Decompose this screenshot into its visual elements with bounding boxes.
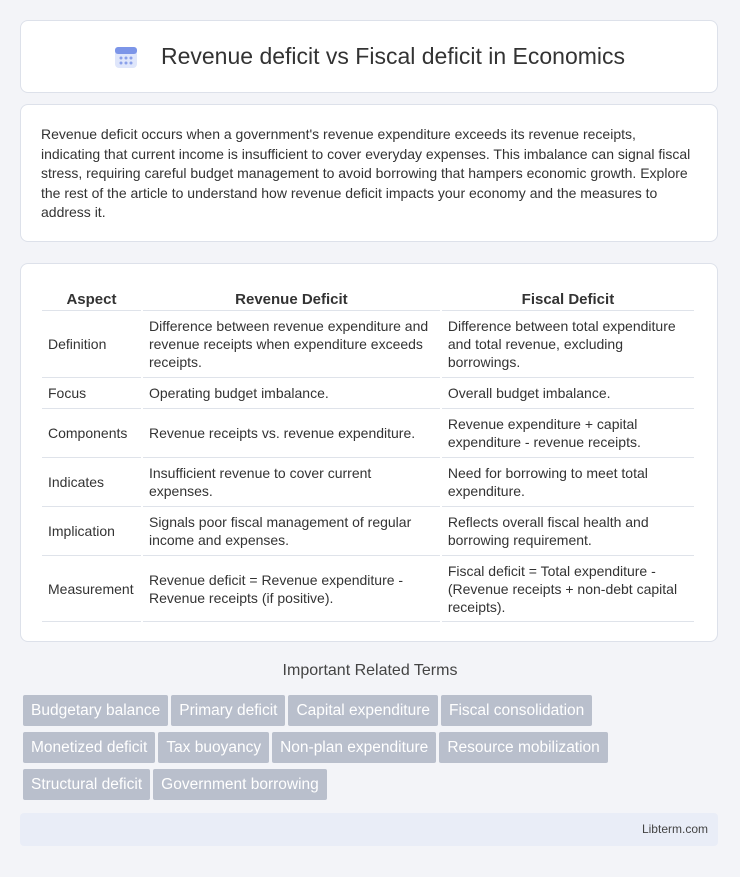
related-terms-title: Important Related Terms bbox=[282, 662, 458, 679]
comparison-card bbox=[20, 263, 718, 642]
header-revenue-deficit: Revenue Deficit bbox=[235, 291, 348, 308]
footer-brand[interactable]: Libterm.com bbox=[641, 822, 708, 836]
row-fiscal: Difference between total expenditure and total revenue, excluding borrowings. bbox=[442, 310, 694, 377]
row-revenue: Revenue receipts vs. revenue expenditure. bbox=[143, 408, 440, 457]
row-aspect: Implication bbox=[42, 506, 141, 555]
row-fiscal: Reflects overall fiscal health and borrowing requirement. bbox=[442, 506, 694, 555]
row-revenue: Insufficient revenue to cover current expenses. bbox=[143, 457, 440, 506]
related-term-tag[interactable]: Resource mobilization bbox=[439, 732, 608, 763]
related-term-tag[interactable]: Non-plan expenditure bbox=[272, 732, 436, 763]
related-term-tag[interactable]: Structural deficit bbox=[23, 769, 150, 800]
row-fiscal: Overall budget imbalance. bbox=[442, 377, 694, 408]
table-row bbox=[42, 408, 694, 457]
related-term-tag[interactable]: Budgetary balance bbox=[23, 695, 168, 726]
table-row bbox=[42, 506, 694, 555]
table-row bbox=[42, 310, 694, 377]
footer bbox=[20, 813, 718, 846]
related-term-tag[interactable]: Government borrowing bbox=[153, 769, 327, 800]
page-title: Revenue deficit vs Fiscal deficit in Economics bbox=[160, 43, 626, 69]
table-header-row bbox=[42, 284, 694, 310]
row-aspect: Measurement bbox=[42, 555, 141, 622]
row-aspect: Components bbox=[42, 408, 141, 457]
row-revenue: Operating budget imbalance. bbox=[143, 377, 440, 408]
row-revenue: Revenue deficit = Revenue expenditure - Revenue receipts (if positive). bbox=[143, 555, 440, 622]
intro-card bbox=[20, 104, 718, 242]
related-term-tag[interactable]: Monetized deficit bbox=[23, 732, 155, 763]
header-fiscal-deficit: Fiscal Deficit bbox=[521, 291, 615, 308]
calendar-icon bbox=[113, 44, 139, 70]
row-fiscal: Fiscal deficit = Total expenditure - (Revenue receipts + non-debt capital receipts). bbox=[442, 555, 694, 622]
header-aspect: Aspect bbox=[66, 291, 117, 308]
table-row bbox=[42, 457, 694, 506]
row-fiscal: Revenue expenditure + capital expenditure - revenue receipts. bbox=[442, 408, 694, 457]
row-aspect: Indicates bbox=[42, 457, 141, 506]
row-fiscal: Need for borrowing to meet total expenditure. bbox=[442, 457, 694, 506]
row-aspect: Definition bbox=[42, 310, 141, 377]
table-row bbox=[42, 377, 694, 408]
header-card bbox=[20, 20, 718, 93]
table-row bbox=[42, 555, 694, 622]
row-aspect: Focus bbox=[42, 377, 141, 408]
related-term-tag[interactable]: Capital expenditure bbox=[288, 695, 438, 726]
related-terms-list bbox=[23, 695, 723, 806]
comparison-table bbox=[40, 284, 696, 622]
related-term-tag[interactable]: Primary deficit bbox=[171, 695, 285, 726]
intro-text: Revenue deficit occurs when a government's revenue expenditure exceeds its revenue receipts, indicating that current income is insufficient to cover everyday expenses. This imbalance can signal fiscal stress, requiring careful budget management to avoid borrowing that hampers economic growth. Explore the rest of the article to understand how revenue deficit impacts your economy and the measures to address it. bbox=[41, 126, 691, 220]
related-term-tag[interactable]: Tax buoyancy bbox=[158, 732, 269, 763]
related-term-tag[interactable]: Fiscal consolidation bbox=[441, 695, 592, 726]
row-revenue: Signals poor fiscal management of regular income and expenses. bbox=[143, 506, 440, 555]
row-revenue: Difference between revenue expenditure and revenue receipts when expenditure exceeds receipts. bbox=[143, 310, 440, 377]
